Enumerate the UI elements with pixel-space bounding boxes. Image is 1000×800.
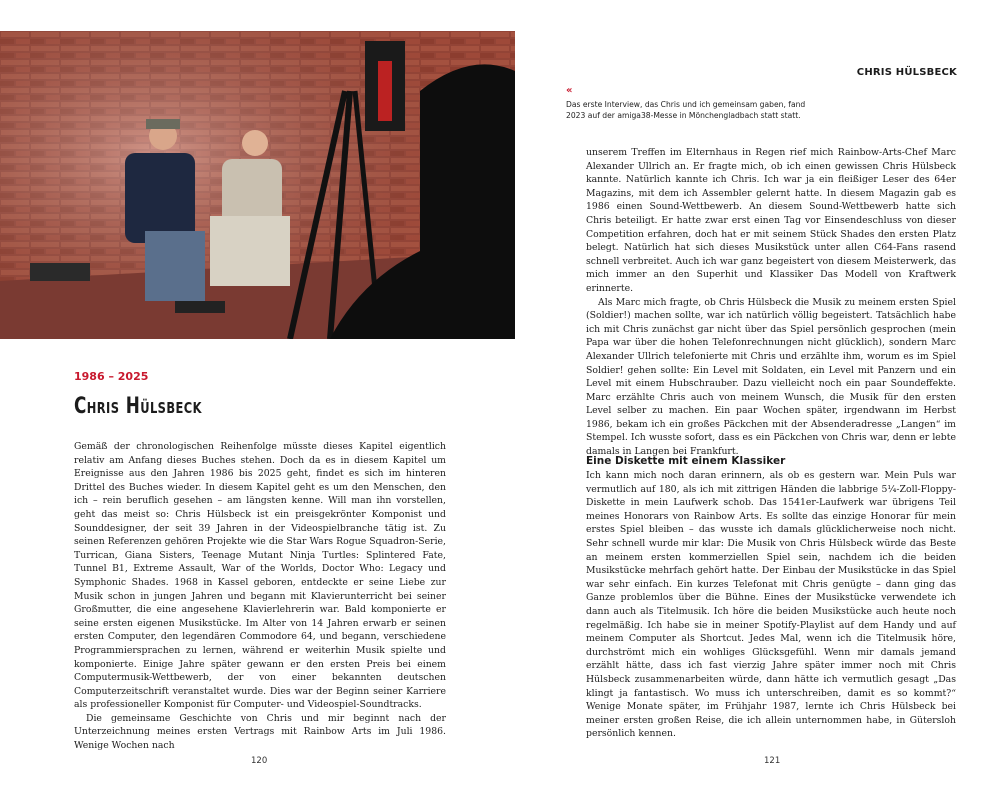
section-heading: Eine Diskette mit einem Klassiker: [586, 455, 786, 467]
page-number-left: 120: [251, 756, 268, 766]
paragraph: Die gemeinsame Geschichte von Chris und mir beginnt nach der Unterzeichnung meines ersten Vertrags mit Rainbow Arts im Juli 1986. Wenige Wochen nach: [74, 712, 446, 752]
right-column-text-2: [586, 469, 956, 741]
paragraph: unserem Treffen im Elternhaus in Regen rief mich Rainbow-Arts-Chef Marc Alexander Ullrich an. Er fragte mich, ob ich einen gewissen Chris Hülsbeck kannte. Natürlich kannte ich Chris. Ich war ja ein fleißiger Leser des 64er Magazins, mit dem ich Assembler gelernt hatte. In diesem Magazin gab es 1986 einen Sound-Wettbewerb. An diesem Sound-Wettbewerb hatte sich Chris beteiligt. Er hatte zwar erst einen Tag vor Einsendeschluss von dieser Competition erfahren, doch hat er mit seinem Stück Shades den ersten Platz belegt. Natürlich hat sich dieses Musikstück unter allen C64-Fans rasend schnell verbreitet. Auch ich war ganz begeistert von diesem Meisterwerk, das mich immer an den Superhit und Klassiker Das Modell von Kraftwerk erinnerte.: [586, 147, 956, 294]
left-column-text: [74, 440, 446, 753]
right-column-text: [586, 146, 956, 459]
photo-caption: Das erste Interview, das Chris und ich gemeinsam gaben, fand 2023 auf der amiga38-Messe in Mönchengladbach statt statt.: [566, 100, 806, 120]
running-header-chapter: CHRIS HÜLSBECK: [856, 67, 957, 78]
paragraph: Gemäß der chronologischen Reihenfolge müsste dieses Kapitel eigentlich relativ am Anfang dieses Buches stehen. Doch da es in diesem Kapitel um Ereignisse aus den Jahren 1986 bis 2025 geht, findet es sich im hinteren Drittel des Buches wieder. In diesem Kapitel geht es um den Menschen, den ich – rein beruflich gesehen – am längsten kenne. Will man ihn vorstellen, geht das meist so: Chris Hülsbeck ist ein preisgekrönter Komponist und Sounddesigner, der seit 39 Jahren in der Videospielbranche tätig ist. Zu seinen Referenzen gehören Projekte wie die Star Wars Rogue Squadron-Serie, Turrican, Giana Sisters, Teenage Mutant Ninja Turtles: Splintered Fate, Tunnel B1, Extreme Assault, War of the Worlds, Doctor Who: Legacy und Symphonic Shades. 1968 in Kassel geboren, entdeckte er seine Liebe zur Musik schon in jungen Jahren und begann mit Klavierunterricht bei seiner Großmutter, die eine angesehene Klavierlehrerin war. Bald komponierte er seine ersten eigenen Musikstücke. Im Alter von 14 Jahren erwarb er seinen ersten Computer, den legendären Commodore 64, und begann, verschiedene Programmiersprachen zu lernen, während er weiterhin Musik spielte und komponierte. Einige Jahre später gewann er den ersten Preis bei einem Computermusik-Wettbewerb, der von einer bekannten deutschen Computerzeitschrift veranstaltet wurde. Dies war der Beginn seiner Karriere als professioneller Komponist für Computer- und Videospiel-Soundtracks.: [74, 441, 446, 711]
paragraph: Ich kann mich noch daran erinnern, als ob es gestern war. Mein Puls war vermutlich auf 180, als ich mit zittrigen Händen die labbrige 5¼-Zoll-Floppy-Diskette in mein Laufwerk schob. Das 1541er-Laufwerk war übrigens Teil meines Honorars von Rainbow Arts. Es sollte das einzige Honorar für mein erstes Spiel bleiben – das wusste ich damals glücklicherweise noch nicht. Sehr schnell wurde mir klar: Die Musik von Chris Hülsbeck würde das Beste an meinem ersten kommerziellen Spiel sein, nachdem ich die beiden Musikstücke mehrfach gehört hatte. Der Einbau der Musikstücke in das Spiel war sehr einfach. Ein kurzes Telefonat mit Chris genügte – dann ging das Ganze problemlos über die Bühne. Eines der Musikstücke verwendete ich dann auch als Titelmusik. Ich höre die beiden Musikstücke auch heute noch regelmäßig. Ich habe sie in meiner Spotify-Playlist auf dem Handy und auf meinem Computer als Shortcut. Jedes Mal, wenn ich die Titelmusik höre, durchströmt mich ein wohliges Glücksgefühl. Wenn mir damals jemand erzählt hätte, dass ich fast vierzig Jahre später immer noch mit Chris Hülsbeck zusammenarbeiten würde, dann hätte ich vermutlich gesagt „Das klingt ja fantastisch. Wo muss ich unterschreiben, damit es so kommt?“ Wenige Monate später, im Frühjahr 1987, lernte ich Chris Hülsbeck bei meiner ersten großen Reise, die ich allein unternommen habe, in Gütersloh persönlich kennen.: [586, 470, 956, 740]
chapter-title: Chris Hülsbeck: [74, 394, 202, 419]
caption-arrow-icon: «: [566, 85, 573, 96]
paragraph: Als Marc mich fragte, ob Chris Hülsbeck die Musik zu meinem ersten Spiel (Soldier!) machen sollte, war ich natürlich völlig begeistert. Tatsächlich habe ich mit Chris zunächst gar nicht über das Spiel persönlich gesprochen (mein Papa war über die hohen Telefonrechnungen nicht glücklich), sondern Marc Alexander Ullrich telefonierte mit Chris und erzählte ihm, worum es im Spiel Soldier! gehen sollte: Ein Level mit Soldaten, ein Level mit Panzern und ein Level mit einem Hubschrauber. Dazu vielleicht noch ein paar Soundeffekte. Marc erzählte Chris auch von meinem Wunsch, die Musik für den ersten Level selber zu machen. Ein paar Wochen später, irgendwann im Herbst 1986, bekam ich ein großes Päckchen mit der Absenderadresse „Langen“ im Stempel. Ich wusste sofort, dass es ein Päckchen von Chris war, denn er lebte damals in Langen bei Frankfurt.: [586, 296, 956, 458]
chapter-years: 1986 – 2025: [74, 370, 149, 383]
interview-photo: [0, 31, 515, 339]
photo-interview-icon: [0, 31, 515, 339]
page-number-right: 121: [764, 756, 781, 766]
